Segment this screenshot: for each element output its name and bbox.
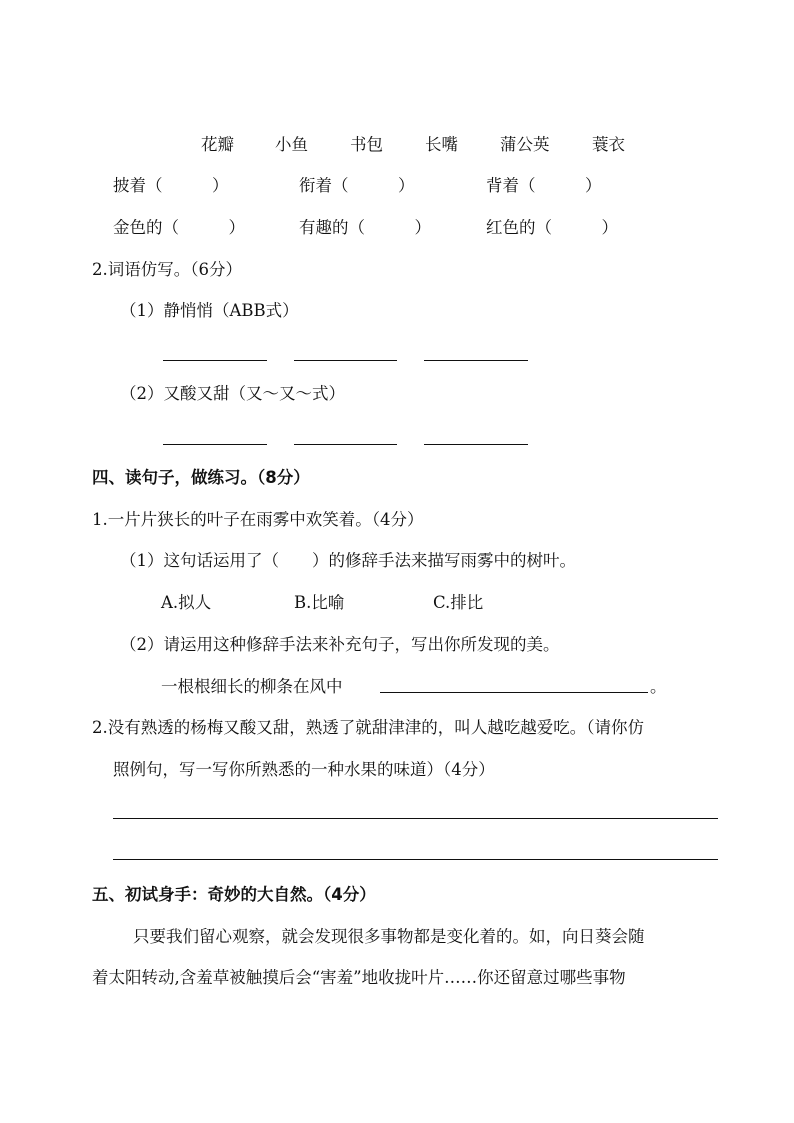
match-item[interactable]: 红色的（ ）: [486, 218, 618, 237]
word-bank-item: 小鱼: [275, 135, 308, 154]
option-b[interactable]: B.比喻: [294, 593, 345, 612]
word-bank-item: 长嘴: [425, 135, 458, 154]
sub-question: （1）静悄悄（ABB式）: [120, 301, 299, 320]
match-item[interactable]: 衔着（ ）: [299, 176, 415, 195]
option-a[interactable]: A.拟人: [161, 593, 212, 612]
match-item[interactable]: 披着（ ）: [113, 176, 229, 195]
answer-blank[interactable]: [294, 360, 397, 361]
writing-line[interactable]: [113, 818, 718, 819]
word-bank-item: 蒲公英: [500, 135, 550, 154]
question-title: 1.一片片狭长的叶子在雨雾中欢笑着。（4分）: [92, 510, 424, 529]
paragraph-line: 只要我们留心观察，就会发现很多事物都是变化着的。如，向日葵会随: [133, 927, 645, 946]
question-title: 2.没有熟透的杨梅又酸又甜，熟透了就甜津津的，叫人越吃越爱吃。（请你仿: [92, 718, 644, 737]
answer-blank[interactable]: [424, 444, 528, 445]
match-item[interactable]: 金色的（ ）: [113, 218, 245, 237]
match-item[interactable]: 背着（ ）: [486, 176, 602, 195]
answer-blank[interactable]: [163, 360, 267, 361]
fill-suffix: 。: [650, 677, 667, 696]
paragraph-line: 着太阳转动,含羞草被触摸后会“害羞”地收拢叶片……你还留意过哪些事物: [92, 968, 626, 987]
section-heading: 四、读句子，做练习。（8分）: [92, 468, 310, 487]
sub-question: （1）这句话运用了（ ）的修辞手法来描写雨雾中的树叶。: [120, 551, 576, 570]
answer-blank[interactable]: [294, 444, 397, 445]
word-bank-item: 蓑衣: [592, 135, 625, 154]
answer-blank[interactable]: [380, 692, 648, 693]
answer-blank[interactable]: [163, 444, 267, 445]
answer-blank[interactable]: [424, 360, 528, 361]
question-title: 2.词语仿写。（6分）: [92, 260, 242, 279]
word-bank-item: 书包: [350, 135, 383, 154]
fill-prefix: 一根根细长的柳条在风中: [161, 677, 343, 696]
question-continuation: 照例句，写一写你所熟悉的一种水果的味道）（4分）: [113, 760, 495, 779]
section-heading: 五、初试身手：奇妙的大自然。（4分）: [92, 885, 376, 904]
sub-question: （2）又酸又甜（又～又～式）: [120, 384, 345, 403]
word-bank-item: 花瓣: [201, 135, 234, 154]
match-item[interactable]: 有趣的（ ）: [299, 218, 431, 237]
option-c[interactable]: C.排比: [433, 593, 484, 612]
sub-question: （2）请运用这种修辞手法来补充句子，写出你所发现的美。: [120, 635, 560, 654]
writing-line[interactable]: [113, 859, 718, 860]
